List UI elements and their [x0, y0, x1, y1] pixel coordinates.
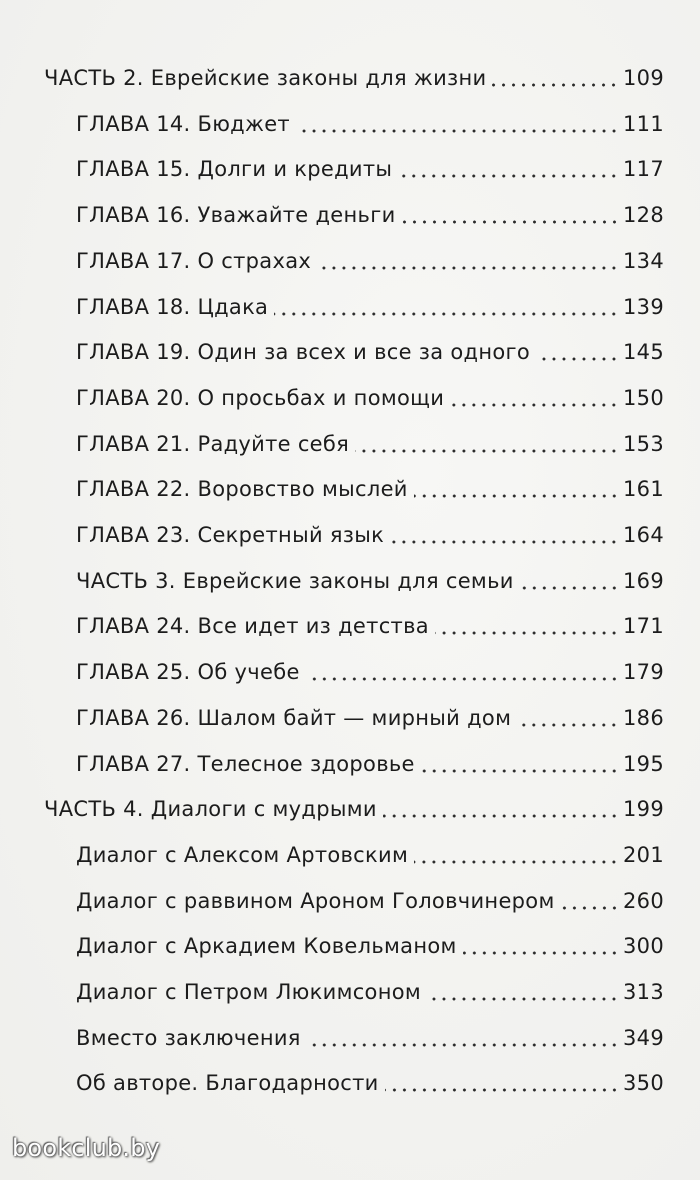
toc-entry-title: ГЛАВА 27. Телесное здоровье [76, 752, 415, 776]
toc-entry [76, 195, 664, 235]
toc-entry-page-number: 139 [623, 295, 664, 319]
toc-entry [76, 104, 664, 144]
dot-leader [520, 586, 619, 590]
toc-entry [76, 835, 664, 875]
dot-leader [398, 174, 619, 178]
toc-entry-page-number: 260 [623, 889, 664, 913]
dot-leader [463, 951, 619, 955]
toc-entry-page-number: 201 [623, 843, 664, 867]
toc-entry-title: ГЛАВА 19. Один за всех и все за одного [76, 340, 531, 364]
toc-entry [76, 469, 664, 509]
dot-leader [427, 997, 619, 1001]
toc-entry-title: ЧАСТЬ 4. Диалоги с мудрыми [44, 797, 377, 821]
toc-entry-page-number: 134 [623, 249, 664, 273]
toc-entry-page-number: 153 [623, 432, 664, 456]
dot-leader [355, 449, 619, 453]
toc-entry-title: ГЛАВА 14. Бюджет [76, 112, 290, 136]
toc-entry-page-number: 349 [623, 1026, 664, 1050]
toc-entry-title: Диалог с раввином Ароном Головчинером [76, 889, 555, 913]
toc-entry [76, 972, 664, 1012]
dot-leader [421, 769, 619, 773]
toc-entry [76, 424, 664, 464]
toc-entry-title: ГЛАВА 21. Радуйте себя [76, 432, 350, 456]
toc-entry-title: ЧАСТЬ 3. Еврейские законы для семьи [76, 569, 514, 593]
toc-entry [44, 58, 664, 98]
toc-entry-title: Вместо заключения [76, 1026, 301, 1050]
toc-entry-title: ГЛАВА 25. Об учебе [76, 660, 300, 684]
toc-entry [76, 698, 664, 738]
toc-entry-title: ГЛАВА 24. Все идет из детства [76, 614, 429, 638]
toc-entry [76, 332, 664, 372]
dot-leader [383, 814, 619, 818]
toc-entry-page-number: 300 [623, 934, 664, 958]
toc-entry-page-number: 195 [623, 752, 664, 776]
dot-leader [414, 860, 619, 864]
toc-entry-title: ГЛАВА 16. Уважайте деньги [76, 203, 396, 227]
toc-entry-title: Диалог с Аркадием Ковельманом [76, 934, 457, 958]
dot-leader [435, 631, 619, 635]
toc-entry [76, 744, 664, 784]
toc-entry-page-number: 150 [623, 386, 664, 410]
dot-leader [317, 266, 619, 270]
dot-leader [492, 83, 619, 87]
toc-entry-page-number: 128 [623, 203, 664, 227]
dot-leader [450, 403, 619, 407]
toc-entry [76, 378, 664, 418]
toc-entry-title: ГЛАВА 23. Секретный язык [76, 523, 385, 547]
toc-entry-page-number: 179 [623, 660, 664, 684]
toc-entry [76, 1063, 664, 1103]
dot-leader [561, 906, 619, 910]
toc-entry-title: ГЛАВА 18. Цдака [76, 295, 269, 319]
toc-entry [76, 652, 664, 692]
toc-entry-page-number: 169 [623, 569, 664, 593]
toc-entry-page-number: 161 [623, 477, 664, 501]
toc-entry [76, 926, 664, 966]
toc-entry-page-number: 145 [623, 340, 664, 364]
toc-entry-title: ГЛАВА 17. О страхах [76, 249, 312, 273]
toc-entry-title: Об авторе. Благодарности [76, 1071, 379, 1095]
toc-entry [76, 1018, 664, 1058]
toc-entry-page-number: 313 [623, 980, 664, 1004]
dot-leader [414, 494, 619, 498]
toc-entry-title: ГЛАВА 15. Долги и кредиты [76, 157, 393, 181]
toc-entry-title: Диалог с Алексом Артовским [76, 843, 409, 867]
toc-entry-page-number: 109 [623, 66, 664, 90]
toc-entry [76, 241, 664, 281]
toc-entry-page-number: 350 [623, 1071, 664, 1095]
toc-entry [76, 287, 664, 327]
toc-entry [76, 561, 664, 601]
toc-entry [76, 149, 664, 189]
toc-entry-page-number: 111 [623, 112, 664, 136]
dot-leader [536, 357, 619, 361]
toc-entry-page-number: 117 [623, 157, 664, 181]
toc-entry-title: ЧАСТЬ 2. Еврейские законы для жизни [44, 66, 487, 90]
dot-leader [306, 677, 619, 681]
toc-entry [76, 606, 664, 646]
dot-leader [385, 1088, 619, 1092]
dot-leader [307, 1043, 619, 1047]
watermark: bookclub.by [12, 1134, 161, 1162]
toc-entry-title: Диалог с Петром Люкимсоном [76, 980, 422, 1004]
toc-entry [44, 789, 664, 829]
dot-leader [274, 312, 619, 316]
dot-leader [390, 540, 619, 544]
toc-entry [76, 881, 664, 921]
toc-entry-page-number: 164 [623, 523, 664, 547]
toc-entry-page-number: 171 [623, 614, 664, 638]
toc-entry-title: ГЛАВА 26. Шалом байт — мирный дом [76, 706, 512, 730]
dot-leader [517, 723, 619, 727]
dot-leader [296, 129, 619, 133]
toc-entry-page-number: 199 [623, 797, 664, 821]
toc-entry-title: ГЛАВА 20. О просьбах и помощи [76, 386, 445, 410]
toc-entry [76, 515, 664, 555]
toc-entry-title: ГЛАВА 22. Воровство мыслей [76, 477, 408, 501]
dot-leader [402, 220, 619, 224]
toc-entry-page-number: 186 [623, 706, 664, 730]
